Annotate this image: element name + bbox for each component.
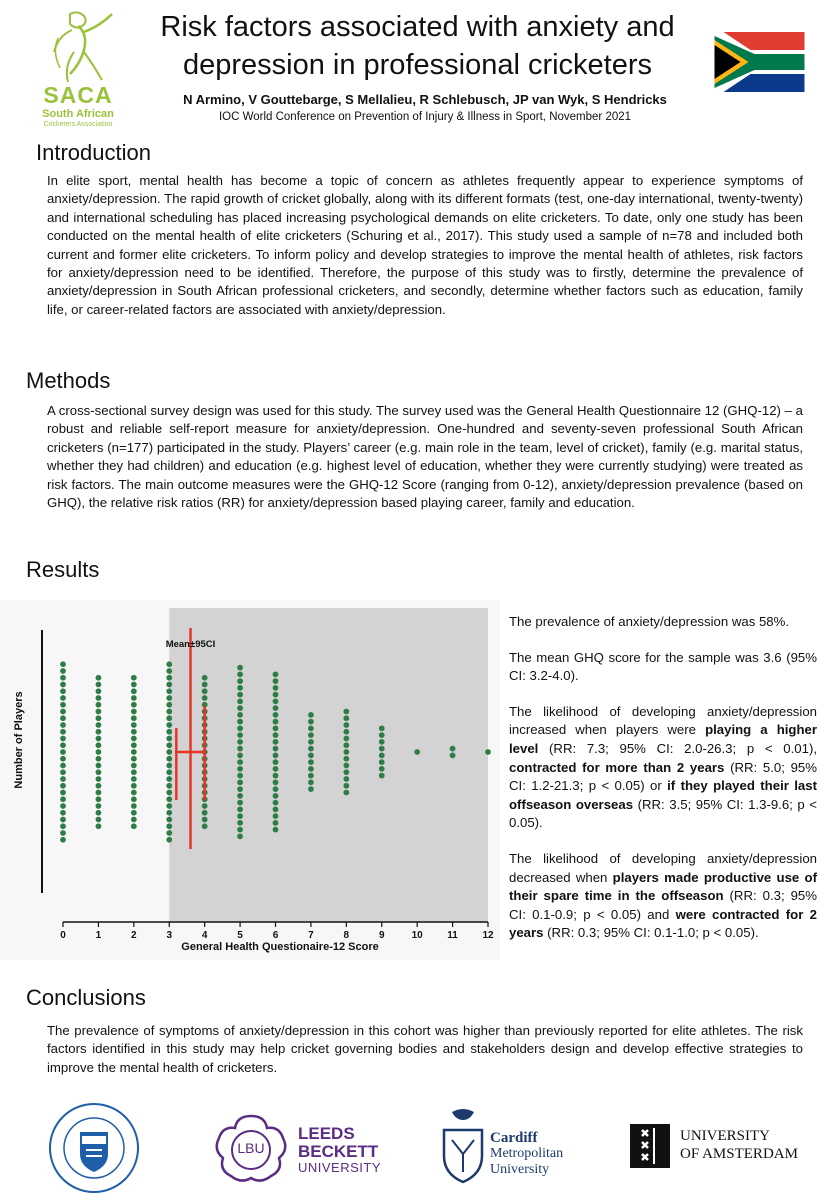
data-point xyxy=(60,682,66,688)
data-point xyxy=(273,725,279,731)
saca-acronym: SACA xyxy=(43,82,113,108)
uva-crest-icon xyxy=(630,1124,670,1168)
x-tick-label: 2 xyxy=(131,930,137,941)
data-point xyxy=(273,719,279,725)
data-point xyxy=(237,827,243,833)
data-point xyxy=(273,813,279,819)
data-point xyxy=(60,729,66,735)
data-point xyxy=(273,712,279,718)
x-tick-label: 10 xyxy=(411,930,423,941)
data-point xyxy=(273,786,279,792)
data-point xyxy=(414,749,420,755)
data-point xyxy=(131,729,137,735)
data-point xyxy=(237,685,243,691)
conclusions-heading: Conclusions xyxy=(26,985,146,1010)
data-point xyxy=(166,715,172,721)
data-point xyxy=(273,732,279,738)
data-point xyxy=(131,810,137,816)
shaded-region xyxy=(169,608,488,922)
data-point xyxy=(96,722,102,728)
data-point xyxy=(166,675,172,681)
data-point xyxy=(237,759,243,765)
data-point xyxy=(308,739,314,745)
authors: N Armino, V Gouttebarge, S Mellalieu, R Schlebusch, JP van Wyk, S Hendricks xyxy=(183,92,667,107)
data-point xyxy=(237,773,243,779)
data-point xyxy=(131,763,137,769)
data-point xyxy=(131,682,137,688)
data-point xyxy=(379,725,385,731)
data-point xyxy=(131,695,137,701)
data-point xyxy=(237,786,243,792)
x-tick-label: 1 xyxy=(95,930,102,941)
data-point xyxy=(60,749,66,755)
leeds-name-2: BECKETT xyxy=(298,1142,379,1161)
data-point xyxy=(379,746,385,752)
title-line-2: depression in professional cricketers xyxy=(182,49,653,81)
data-point xyxy=(273,827,279,833)
data-point xyxy=(308,725,314,731)
data-point xyxy=(96,769,102,775)
data-point xyxy=(202,682,208,688)
data-point xyxy=(273,692,279,698)
data-point xyxy=(131,817,137,823)
data-point xyxy=(166,661,172,667)
title-line-1: Risk factors associated with anxiety and xyxy=(160,11,675,43)
data-point xyxy=(166,783,172,789)
data-point xyxy=(131,722,137,728)
saca-logo xyxy=(28,8,128,130)
data-point xyxy=(60,823,66,829)
data-point xyxy=(96,749,102,755)
data-point xyxy=(60,688,66,694)
data-point xyxy=(60,776,66,782)
data-point xyxy=(273,779,279,785)
data-point xyxy=(237,806,243,812)
data-point xyxy=(131,783,137,789)
data-point xyxy=(237,705,243,711)
data-point xyxy=(237,813,243,819)
data-point xyxy=(166,756,172,762)
x-tick-label: 6 xyxy=(272,930,279,941)
data-point xyxy=(273,793,279,799)
data-point xyxy=(60,736,66,742)
data-point xyxy=(96,715,102,721)
data-point xyxy=(202,675,208,681)
uva-logo xyxy=(630,1124,810,1170)
data-point xyxy=(166,823,172,829)
data-point xyxy=(96,756,102,762)
data-point xyxy=(308,773,314,779)
data-point xyxy=(202,803,208,809)
data-point xyxy=(273,705,279,711)
data-point xyxy=(485,749,491,755)
data-point xyxy=(96,702,102,708)
data-point xyxy=(379,752,385,758)
data-point xyxy=(237,766,243,772)
data-point xyxy=(166,769,172,775)
x-tick-label: 5 xyxy=(237,930,243,941)
data-point xyxy=(450,752,456,758)
data-point xyxy=(131,736,137,742)
data-point xyxy=(60,668,66,674)
poster-title xyxy=(130,8,705,84)
data-point xyxy=(237,746,243,752)
data-point xyxy=(166,668,172,674)
data-point xyxy=(273,806,279,812)
data-point xyxy=(60,817,66,823)
data-point xyxy=(273,678,279,684)
data-point xyxy=(131,702,137,708)
south-africa-flag-icon xyxy=(714,32,805,92)
data-point xyxy=(60,796,66,802)
uct-logo-icon xyxy=(48,1102,140,1194)
cricketer-emblem-icon xyxy=(28,8,128,88)
saca-line1: South African xyxy=(42,108,114,120)
uva-line-1: UNIVERSITY xyxy=(680,1128,770,1144)
data-point xyxy=(343,749,349,755)
data-point xyxy=(166,722,172,728)
data-point xyxy=(343,736,349,742)
data-point xyxy=(166,763,172,769)
x-tick-label: 11 xyxy=(447,930,458,941)
data-point xyxy=(60,722,66,728)
data-point xyxy=(237,820,243,826)
data-point xyxy=(166,742,172,748)
data-point xyxy=(237,698,243,704)
data-point xyxy=(166,729,172,735)
data-point xyxy=(60,742,66,748)
data-point xyxy=(96,729,102,735)
data-point xyxy=(60,756,66,762)
data-point xyxy=(343,722,349,728)
lbu-badge: LBU xyxy=(237,1140,265,1156)
leeds-beckett-logo xyxy=(212,1112,392,1187)
data-point xyxy=(131,790,137,796)
data-point xyxy=(308,732,314,738)
methods-text: A cross-sectional survey design was used for this study. The survey used was the General Health Questionnaire 12 (GHQ-12) – a robust and reliable self-report measure for anxiety/depression. One-hundred and seventy-seven professional South African cricketers (n=177) participated in the study. Players’ career (e.g. main role in the team, level of cricket), family (e.g. marital status, whether they had children) and education (e.g. highest level of education, whether they were currently studying) were treated as risk factors. The main outcome measures were the GHQ-12 Score (ranging from 0-12), anxiety/depression prevalence (based on GHQ), the relative risk ratios (RR) for anxiety/depression based playing career, family and education. xyxy=(47,403,803,511)
increased-risk-statement: The likelihood of developing anxiety/depression increased when players were playing a higher level (RR: 7.3; 95% CI: 2.0-26.3; p < 0.01), contracted for more than 2 years (RR: 5.0; 95% CI: 1.2-21.3; p < 0.05) or if they played their last offseason overseas (RR: 3.5; 95% CI: 1.3-9.6; p < 0.05). xyxy=(509,703,817,831)
data-point xyxy=(308,712,314,718)
data-point xyxy=(237,779,243,785)
mean-ci-label: Mean±95CI xyxy=(165,639,216,650)
data-point xyxy=(308,746,314,752)
x-tick-label: 3 xyxy=(166,930,173,941)
data-point xyxy=(273,820,279,826)
data-point xyxy=(237,678,243,684)
data-point xyxy=(273,773,279,779)
data-point xyxy=(166,776,172,782)
leeds-name-3: UNIVERSITY xyxy=(298,1160,382,1175)
data-point xyxy=(96,709,102,715)
data-point xyxy=(343,776,349,782)
data-point xyxy=(60,763,66,769)
data-point xyxy=(96,796,102,802)
data-point xyxy=(308,779,314,785)
data-point xyxy=(131,803,137,809)
data-point xyxy=(237,719,243,725)
data-point xyxy=(131,749,137,755)
data-point xyxy=(273,739,279,745)
x-tick-label: 4 xyxy=(201,930,208,941)
data-point xyxy=(202,810,208,816)
data-point xyxy=(96,742,102,748)
x-tick-label: 9 xyxy=(378,930,385,941)
data-point xyxy=(60,661,66,667)
data-point xyxy=(131,675,137,681)
data-point xyxy=(60,783,66,789)
cardiff-line-2: Metropolitan xyxy=(490,1146,564,1161)
conclusions-text: The prevalence of symptoms of anxiety/depression in this cohort was higher than previously reported for elite athletes. The risk factors identified in this study may help cricket governing bodies and stakeholders design and develop effective strategies to improve the mental health of cricketers. xyxy=(47,1023,803,1075)
data-point xyxy=(343,709,349,715)
data-point xyxy=(202,823,208,829)
data-point xyxy=(237,732,243,738)
data-point xyxy=(131,756,137,762)
data-point xyxy=(60,810,66,816)
conference: IOC World Conference on Prevention of Injury & Illness in Sport, November 2021 xyxy=(218,111,632,123)
data-point xyxy=(308,752,314,758)
data-point xyxy=(60,830,66,836)
data-point xyxy=(237,665,243,671)
data-point xyxy=(273,766,279,772)
data-point xyxy=(96,695,102,701)
introduction-heading: Introduction xyxy=(36,140,151,165)
data-point xyxy=(237,712,243,718)
data-point xyxy=(131,742,137,748)
data-point xyxy=(343,756,349,762)
cardiff-line-1: Cardiff xyxy=(490,1130,538,1146)
methods-heading: Methods xyxy=(26,368,111,393)
data-point xyxy=(343,715,349,721)
cardiff-crest-icon xyxy=(438,1108,488,1190)
data-point xyxy=(379,773,385,779)
x-tick-label: 12 xyxy=(482,930,494,941)
data-point xyxy=(131,688,137,694)
data-point xyxy=(131,715,137,721)
data-point xyxy=(166,790,172,796)
data-point xyxy=(237,692,243,698)
data-point xyxy=(166,736,172,742)
data-point xyxy=(237,752,243,758)
data-point xyxy=(60,790,66,796)
data-point xyxy=(60,803,66,809)
y-axis-label: Number of Players xyxy=(13,691,25,789)
x-tick-label: 8 xyxy=(343,930,350,941)
data-point xyxy=(166,682,172,688)
data-point xyxy=(273,759,279,765)
data-point xyxy=(308,759,314,765)
data-point xyxy=(343,769,349,775)
data-point xyxy=(96,803,102,809)
data-point xyxy=(202,695,208,701)
introduction-text: In elite sport, mental health has become a topic of concern as athletes frequently appear to experience symptoms of anxiety/depression. The rapid growth of cricket globally, along with its different formats (test, one-day international, twenty-twenty) and international scheduling has placed increasing psychological demands on elite cricketers. To date, only one study has been conducted on the mental health of elite cricketers (Schuring et al., 2017). This study used a sample of n=78 and included both current and former elite cricketers. To inform policy and develop strategies to improve the mental health of athletes, risk factors for anxiety/depression need to be identified. Therefore, the purpose of this study was to firstly, determine the prevalence of anxiety/depression in South African professional cricketers, and secondly, determine whether factors such as education, family life, or career-related factors are associated with anxiety/depression. xyxy=(47,173,803,317)
data-point xyxy=(96,675,102,681)
data-point xyxy=(308,786,314,792)
x-axis-label: General Health Questionaire-12 Score xyxy=(181,941,379,953)
data-point xyxy=(343,783,349,789)
data-point xyxy=(96,688,102,694)
data-point xyxy=(60,709,66,715)
data-point xyxy=(166,817,172,823)
data-point xyxy=(273,752,279,758)
data-point xyxy=(60,695,66,701)
data-point xyxy=(379,739,385,745)
saca-line2: Cricketers Association xyxy=(43,121,113,128)
data-point xyxy=(273,800,279,806)
prevalence-statement: The prevalence of anxiety/depression was 58%. xyxy=(509,614,790,629)
cardiff-line-3: University xyxy=(490,1162,550,1177)
data-point xyxy=(60,769,66,775)
data-point xyxy=(166,702,172,708)
data-point xyxy=(237,671,243,677)
data-point xyxy=(166,803,172,809)
data-point xyxy=(273,671,279,677)
data-point xyxy=(237,800,243,806)
data-point xyxy=(96,790,102,796)
uva-line-2: OF AMSTERDAM xyxy=(680,1146,798,1162)
data-point xyxy=(166,837,172,843)
data-point xyxy=(96,817,102,823)
decreased-risk-statement: The likelihood of developing anxiety/depression decreased when players made productive use of their spare time in the offseason (RR: 0.3; 95% CI: 0.1-0.9; p < 0.05) and were contracted for 2 years (RR: 0.3; 95% CI: 0.1-1.0; p < 0.05). xyxy=(509,850,817,941)
data-point xyxy=(96,736,102,742)
data-point xyxy=(237,793,243,799)
data-point xyxy=(237,739,243,745)
data-point xyxy=(60,837,66,843)
data-point xyxy=(131,709,137,715)
data-point xyxy=(166,709,172,715)
data-point xyxy=(343,729,349,735)
data-point xyxy=(96,810,102,816)
data-point xyxy=(96,763,102,769)
data-point xyxy=(237,725,243,731)
data-point xyxy=(202,817,208,823)
data-point xyxy=(273,746,279,752)
data-point xyxy=(379,766,385,772)
data-point xyxy=(343,742,349,748)
x-tick-label: 0 xyxy=(60,930,66,941)
data-point xyxy=(131,796,137,802)
data-point xyxy=(96,783,102,789)
x-tick-label: 7 xyxy=(308,930,314,941)
mean-statement: The mean GHQ score for the sample was 3.6 (95% CI: 3.2-4.0). xyxy=(509,649,817,684)
data-point xyxy=(166,796,172,802)
data-point xyxy=(379,732,385,738)
data-point xyxy=(131,776,137,782)
data-point xyxy=(60,675,66,681)
data-point xyxy=(166,810,172,816)
data-point xyxy=(166,695,172,701)
data-point xyxy=(308,766,314,772)
leeds-name-1: LEEDS xyxy=(298,1124,355,1143)
data-point xyxy=(131,823,137,829)
data-point xyxy=(343,790,349,796)
data-point xyxy=(450,746,456,752)
data-point xyxy=(96,776,102,782)
data-point xyxy=(273,685,279,691)
ghq-dot-plot xyxy=(0,600,500,960)
data-point xyxy=(96,823,102,829)
data-point xyxy=(60,702,66,708)
data-point xyxy=(237,833,243,839)
results-text xyxy=(509,613,817,960)
data-point xyxy=(166,688,172,694)
data-point xyxy=(202,688,208,694)
data-point xyxy=(166,749,172,755)
cardiff-met-logo xyxy=(438,1108,588,1190)
results-heading: Results xyxy=(26,557,100,582)
data-point xyxy=(166,830,172,836)
data-point xyxy=(343,763,349,769)
data-point xyxy=(273,698,279,704)
data-point xyxy=(379,759,385,765)
data-point xyxy=(96,682,102,688)
data-point xyxy=(60,715,66,721)
data-point xyxy=(131,769,137,775)
data-point xyxy=(308,719,314,725)
